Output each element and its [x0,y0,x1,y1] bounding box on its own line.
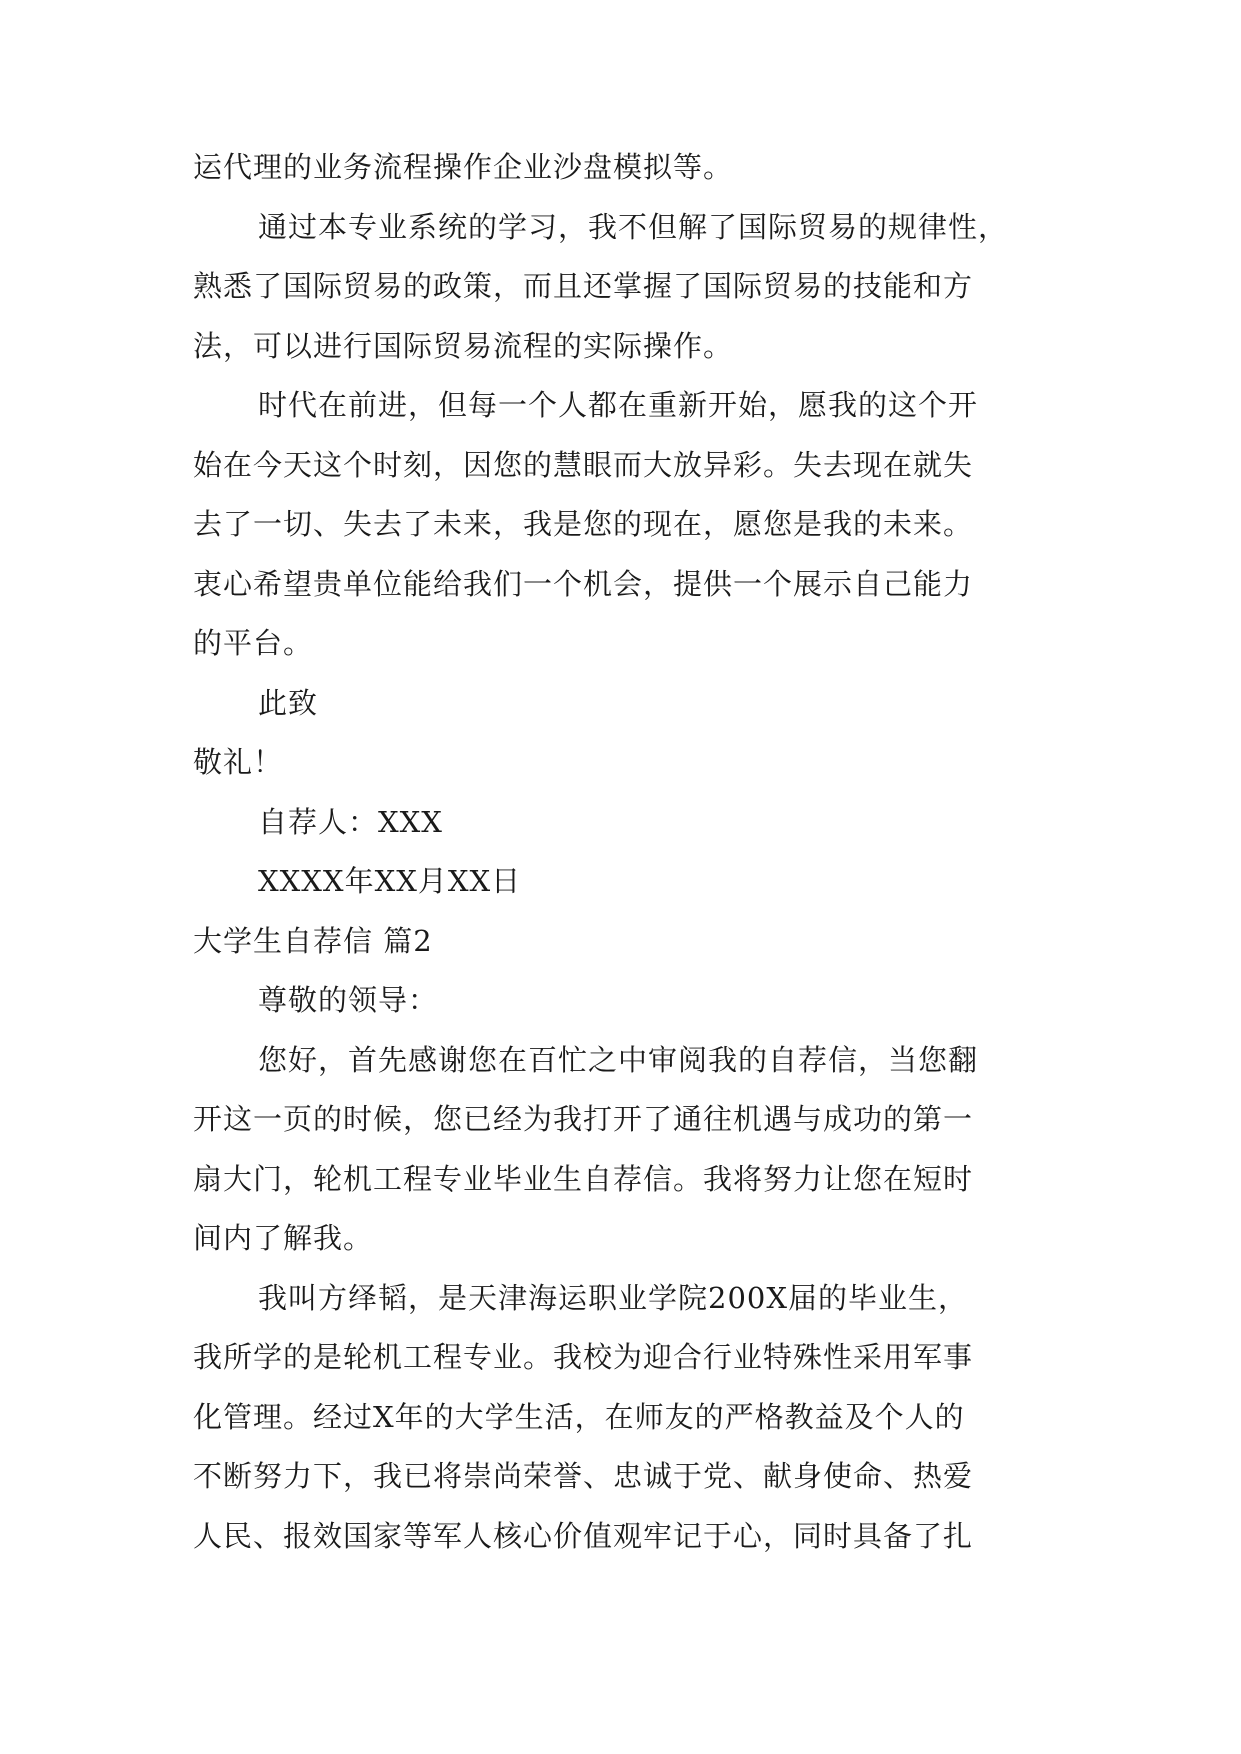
paragraph-line: 法，可以进行国际贸易流程的实际操作。 [193,329,734,363]
paragraph-line: 时代在前进，但每一个人都在重新开始，愿我的这个开 [258,388,979,422]
section-title: 大学生自荐信 篇2 [193,924,433,958]
paragraph-line: 不断努力下，我已将崇尚荣誉、忠诚于党、献身使命、热爱 [193,1459,974,1493]
paragraph-line: 的平台。 [193,626,314,660]
paragraph-line: 衷心希望贵单位能给我们一个机会，提供一个展示自己能力 [193,567,974,601]
paragraph-line: 我所学的是轮机工程专业。我校为迎合行业特殊性采用军事 [193,1340,974,1374]
paragraph-line: 熟悉了国际贸易的政策，而且还掌握了国际贸易的技能和方 [193,269,974,303]
paragraph-line: 去了一切、失去了未来，我是您的现在，愿您是我的未来。 [193,507,974,541]
paragraph-line: 人民、报效国家等军人核心价值观牢记于心，同时具备了扎 [193,1519,974,1553]
paragraph-line: 运代理的业务流程操作企业沙盘模拟等。 [193,150,734,184]
paragraph-line: 我叫方绎韬，是天津海运职业学院200X届的毕业生， [258,1281,968,1315]
closing-salutation: 此致 [258,686,319,720]
paragraph-line: 扇大门，轮机工程专业毕业生自荐信。我将努力让您在短时 [193,1162,974,1196]
signature-line: 自荐人：XXX [258,805,443,839]
paragraph-line: 化管理。经过X年的大学生活，在师友的严格教益及个人的 [193,1400,965,1434]
paragraph-line: 间内了解我。 [193,1221,374,1255]
paragraph-line: 通过本专业系统的学习，我不但解了国际贸易的规律性， [258,210,1009,244]
paragraph-line: 您好，首先感谢您在百忙之中审阅我的自荐信，当您翻 [258,1043,979,1077]
paragraph-line: 开这一页的时候，您已经为我打开了通往机遇与成功的第一 [193,1102,974,1136]
paragraph-line: 始在今天这个时刻，因您的慧眼而大放异彩。失去现在就失 [193,448,974,482]
date-line: XXXX年XX月XX日 [258,864,522,898]
greeting-line: 尊敬的领导： [258,983,439,1017]
closing-regards: 敬礼！ [193,745,284,779]
